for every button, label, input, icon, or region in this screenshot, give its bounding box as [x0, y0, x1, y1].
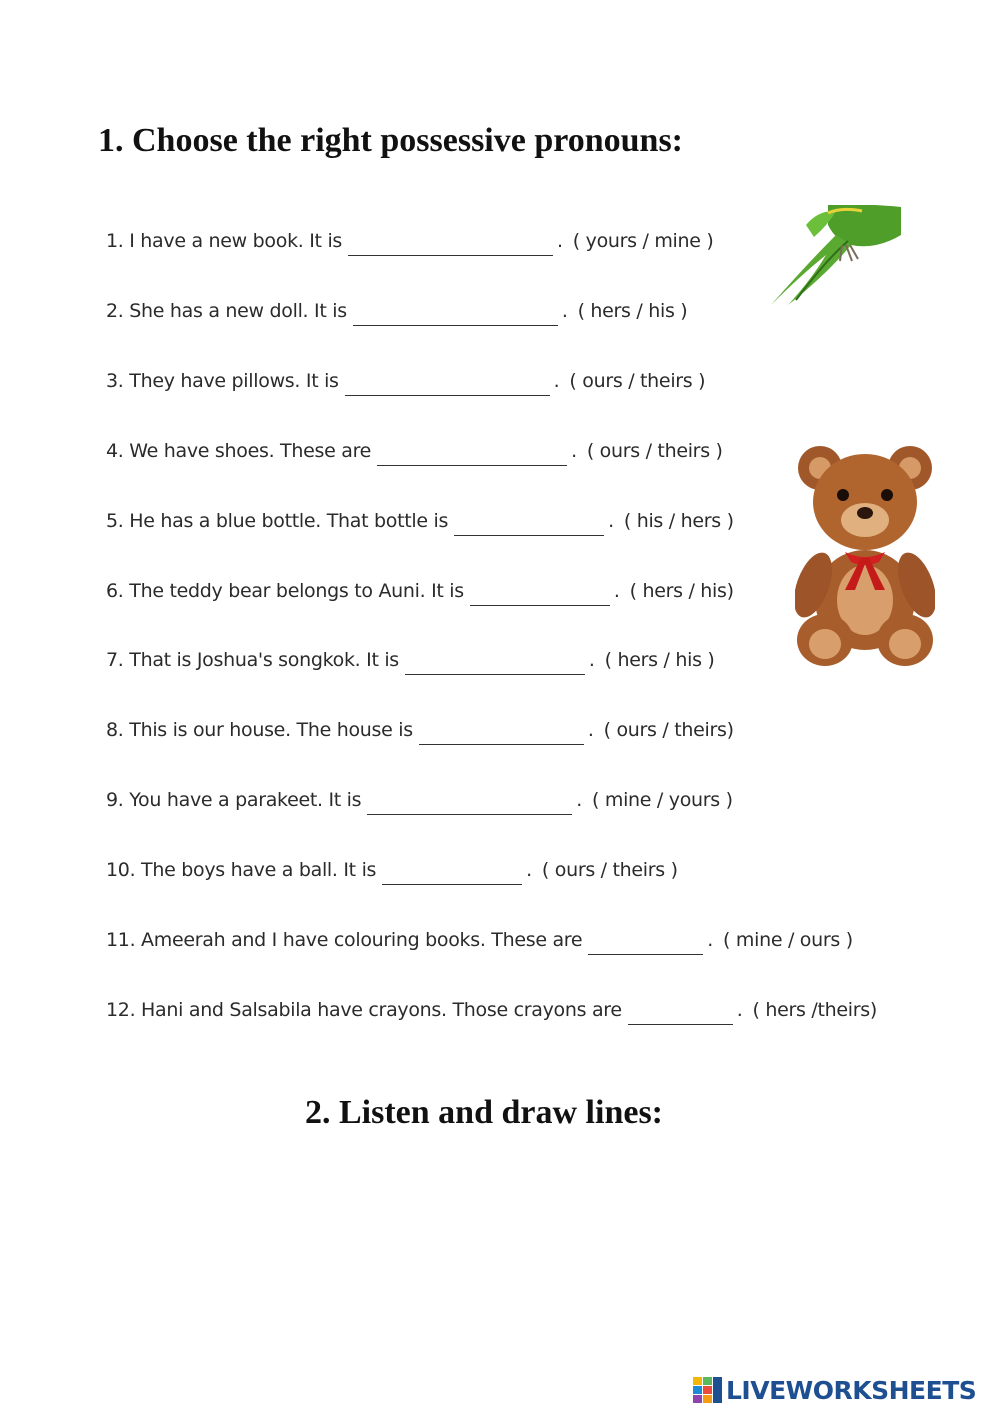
answer-blank[interactable] — [353, 304, 558, 326]
exercise-sentence: 8. This is our house. The house is — [106, 719, 413, 741]
sentence-end: . — [608, 510, 614, 532]
exercise-sentence: 1. I have a new book. It is — [106, 230, 343, 252]
sentence-end: . — [587, 719, 594, 741]
section-1-title: 1. Choose the right possessive pronouns: — [98, 122, 684, 159]
teddy-bear-icon — [795, 440, 935, 670]
exercise-sentence: 11. Ameerah and I have colouring books. These are — [106, 929, 583, 951]
answer-blank[interactable] — [628, 1003, 733, 1025]
answer-options: ( mine / yours ) — [592, 789, 733, 811]
answer-options: ( ours / theirs ) — [586, 440, 723, 462]
answer-blank[interactable] — [345, 374, 550, 396]
answer-blank[interactable] — [348, 234, 553, 256]
parakeet-icon — [766, 205, 906, 310]
answer-blank[interactable] — [419, 723, 584, 745]
answer-blank[interactable] — [470, 584, 610, 606]
exercise-item — [106, 925, 916, 955]
sentence-end: . — [561, 300, 568, 322]
sentence-end: . — [707, 929, 714, 951]
exercise-sentence: 2. She has a new doll. It is — [106, 300, 347, 322]
answer-options: ( ours / theirs ) — [541, 859, 678, 881]
exercise-sentence: 10. The boys have a ball. It is — [106, 859, 377, 881]
answer-blank[interactable] — [588, 933, 703, 955]
sentence-end: . — [576, 789, 583, 811]
answer-blank[interactable] — [405, 653, 585, 675]
answer-blank[interactable] — [382, 863, 522, 885]
exercise-item — [106, 366, 916, 396]
exercise-sentence: 3. They have pillows. It is — [106, 370, 339, 392]
exercise-sentence: 4. We have shoes. These are — [106, 440, 372, 462]
exercise-sentence: 7. That is Joshua's songkok. It is — [106, 649, 399, 671]
answer-blank[interactable] — [367, 793, 572, 815]
exercise-item — [106, 785, 916, 815]
answer-options: ( his / hers ) — [623, 510, 734, 532]
answer-options: ( ours / theirs ) — [569, 370, 706, 392]
answer-blank[interactable] — [377, 444, 567, 466]
exercise-item — [106, 855, 916, 885]
exercise-sentence: 6. The teddy bear belongs to Auni. It is — [106, 580, 464, 602]
sentence-end: . — [526, 859, 532, 881]
answer-options: ( mine / ours ) — [723, 929, 853, 951]
sentence-end: . — [736, 999, 743, 1021]
section-2-title: 2. Listen and draw lines: — [305, 1094, 663, 1131]
answer-options: ( ours / theirs) — [603, 719, 734, 741]
exercise-sentence: 12. Hani and Salsabila have crayons. Those crayons are — [106, 999, 622, 1021]
answer-options: ( hers / his ) — [577, 300, 688, 322]
logo-text: LIVEWORKSHEETS — [726, 1375, 977, 1405]
sentence-end: . — [613, 580, 620, 602]
exercise-sentence: 5. He has a blue bottle. That bottle is — [106, 510, 449, 532]
answer-options: ( hers / his) — [629, 580, 734, 602]
exercise-item — [106, 995, 916, 1025]
sentence-end: . — [557, 230, 563, 252]
liveworksheets-logo[interactable] — [693, 1374, 976, 1406]
exercise-sentence: 9. You have a parakeet. It is — [106, 789, 362, 811]
sentence-end: . — [553, 370, 560, 392]
answer-options: ( hers / his ) — [604, 649, 715, 671]
logo-mark-icon — [693, 1375, 723, 1405]
answer-blank[interactable] — [454, 514, 604, 536]
answer-options: ( yours / mine ) — [572, 230, 714, 252]
sentence-end: . — [571, 440, 577, 462]
exercise-item — [106, 715, 916, 745]
sentence-end: . — [588, 649, 595, 671]
answer-options: ( hers /theirs) — [752, 999, 877, 1021]
